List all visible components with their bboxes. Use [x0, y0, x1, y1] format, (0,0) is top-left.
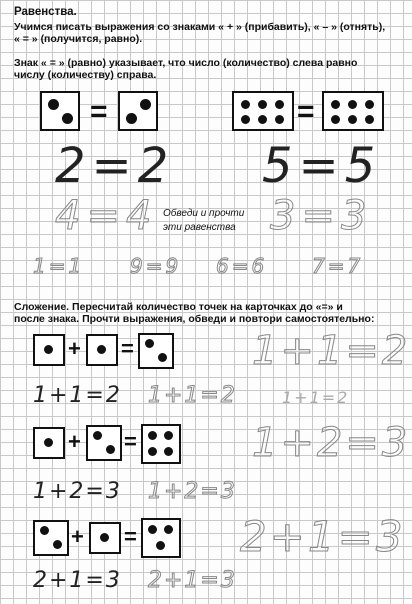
- addition-instruction-text: Пересчитай количество точек на карточках до «=» и: [72, 301, 343, 313]
- equality-trace-big: 1+2=3: [252, 420, 411, 466]
- dot: [348, 100, 357, 109]
- dot: [145, 339, 154, 348]
- equality-small: 9=9: [130, 254, 182, 278]
- equality-big: 5=5: [262, 138, 382, 194]
- dot-card-one: [33, 334, 65, 366]
- instruction-line: « = » (получится, равно).: [14, 33, 143, 45]
- dot: [258, 100, 267, 109]
- dot: [44, 345, 53, 354]
- instruction-line: Учимся писать выражения со знаками « + » (прибавить), « – » (отнять),: [14, 21, 386, 33]
- dot: [365, 115, 374, 124]
- dot: [97, 345, 106, 354]
- dot-card-two: [86, 425, 122, 461]
- dot-card-two: [138, 333, 174, 369]
- dot: [164, 525, 173, 534]
- dot: [158, 353, 167, 362]
- equality-trace-small: 1+1=2: [148, 383, 237, 408]
- equality-small: 6=6: [216, 254, 268, 278]
- plus-sign: +: [71, 524, 84, 549]
- dot: [148, 431, 157, 440]
- equality-trace-small: 2+1=3: [148, 568, 237, 593]
- dot-card-three: [141, 518, 181, 558]
- dot: [126, 113, 137, 124]
- dot: [241, 100, 250, 109]
- equals-sign: =: [124, 429, 137, 454]
- page-title: Равенства.: [14, 6, 77, 18]
- dot-card-four: [141, 424, 181, 464]
- equality-faint: 1+1=2: [282, 388, 350, 407]
- dot: [275, 115, 284, 124]
- hint-line: эти равенства: [163, 222, 236, 233]
- dot-card-one: [33, 427, 65, 459]
- dot: [48, 99, 59, 110]
- explanation-line: числу (количеству) справа.: [14, 69, 157, 81]
- dot-card-two: [33, 520, 69, 556]
- explanation-line: Знак « = » (равно) указывает, что число (количество) слева равно: [14, 57, 358, 69]
- dot: [148, 525, 157, 534]
- equality-trace: 4=4: [55, 193, 158, 239]
- dot: [53, 540, 62, 549]
- dot: [348, 115, 357, 124]
- equality-small: 1=1: [33, 254, 85, 278]
- dot: [164, 447, 173, 456]
- dot-card-one: [89, 522, 121, 554]
- dot-card-two: [118, 91, 158, 131]
- addition-instruction: [14, 301, 343, 313]
- dot: [331, 115, 340, 124]
- equality-solid: 2+1=3: [33, 568, 122, 593]
- dot-card-one: [86, 334, 118, 366]
- equality-trace: 3=3: [270, 193, 373, 239]
- dot: [156, 541, 165, 550]
- dot: [241, 115, 250, 124]
- dot: [40, 526, 49, 535]
- dot: [100, 533, 109, 542]
- equality-trace-big: 2+1=3: [240, 512, 406, 561]
- hint-line: Обведи и прочти: [163, 208, 245, 219]
- dot: [44, 438, 53, 447]
- addition-instruction: после знака. Прочти выражения, обведи и повтори самостоятельно:: [14, 313, 375, 325]
- equals-sign: =: [121, 336, 134, 361]
- dot: [106, 445, 115, 454]
- dot: [164, 431, 173, 440]
- equality-small: 7=7: [312, 254, 364, 278]
- equals-sign: =: [297, 95, 315, 128]
- equality-trace-big: 1+1=2: [252, 328, 411, 374]
- dot-card-two: [40, 91, 80, 131]
- dot: [140, 99, 151, 110]
- dot: [365, 100, 374, 109]
- dot-card-six: [232, 91, 294, 131]
- equality-trace-small: 1+2=3: [148, 479, 237, 504]
- addition-title: Сложение.: [14, 301, 70, 313]
- equality-big: 2=2: [55, 138, 175, 194]
- plus-sign: +: [68, 429, 81, 454]
- equals-sign: =: [124, 524, 137, 549]
- dot-card-six: [322, 91, 384, 131]
- dot: [62, 113, 73, 124]
- equals-sign: =: [90, 95, 108, 128]
- dot: [258, 115, 267, 124]
- plus-sign: +: [68, 336, 81, 361]
- dot: [148, 447, 157, 456]
- dot: [93, 431, 102, 440]
- dot: [331, 100, 340, 109]
- equality-solid: 1+2=3: [33, 479, 122, 504]
- equality-solid: 1+1=2: [33, 383, 122, 408]
- dot: [275, 100, 284, 109]
